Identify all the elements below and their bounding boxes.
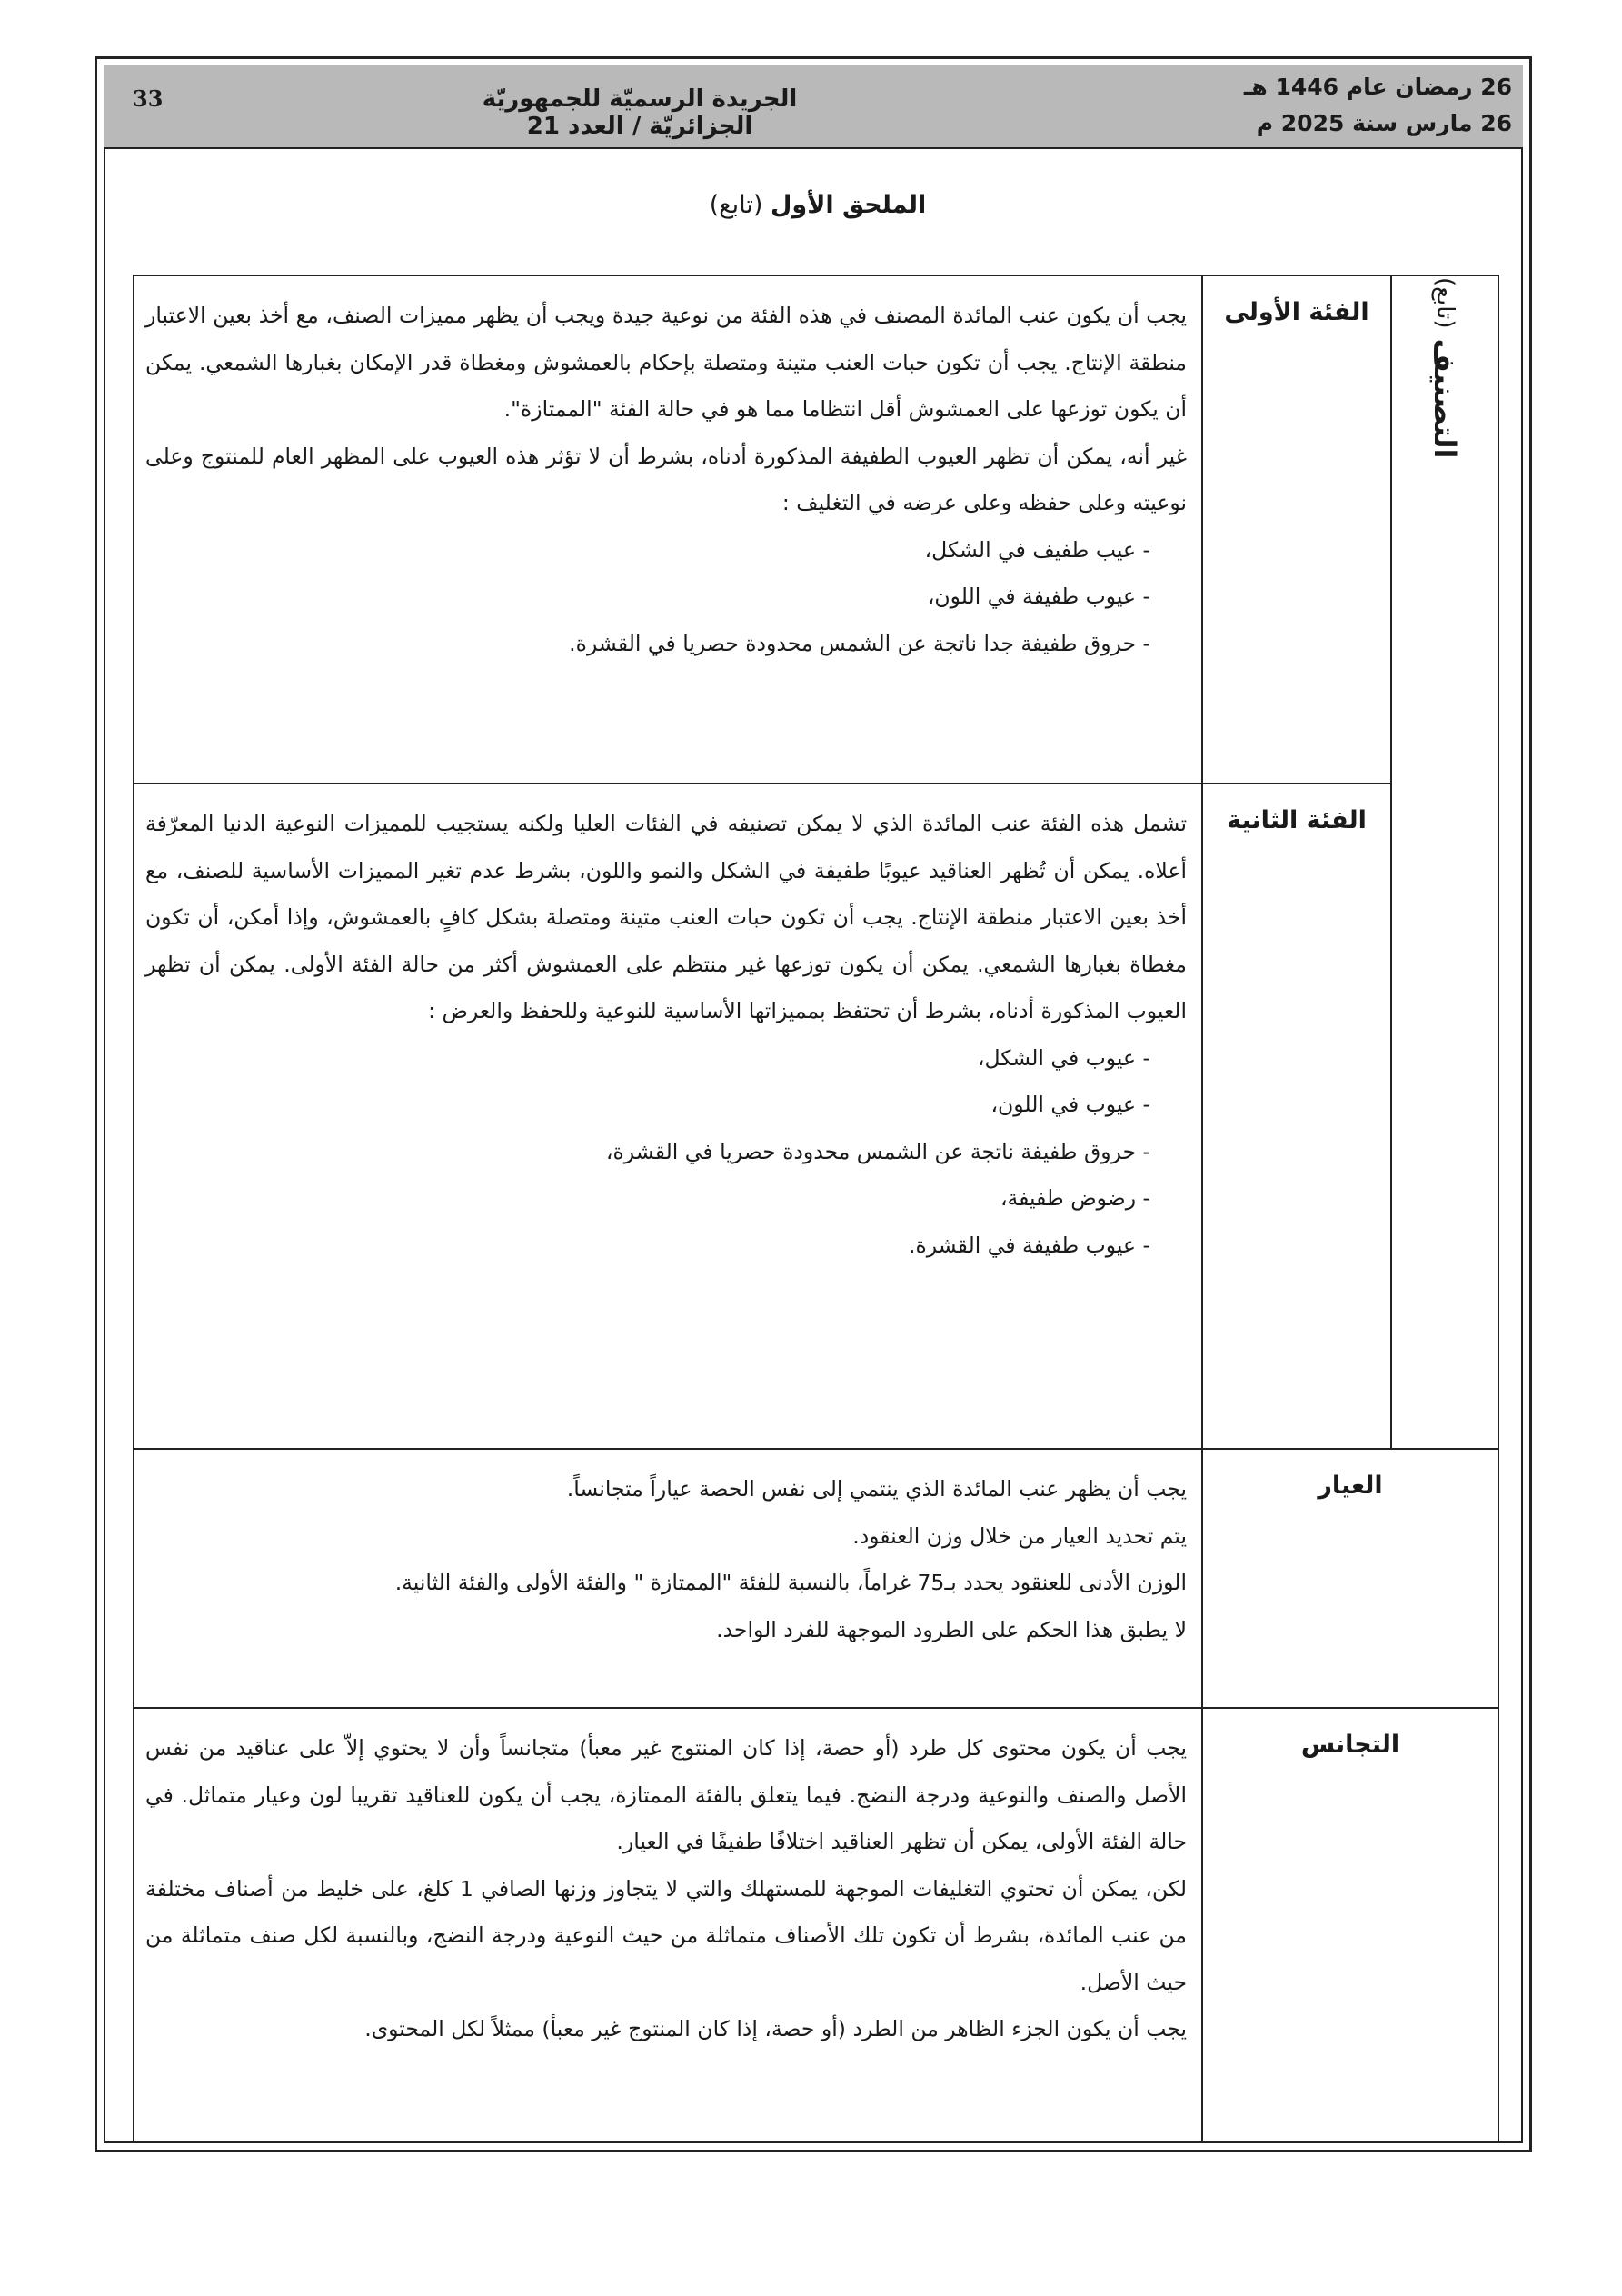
paragraph: يجب أن يكون الجزء الظاهر من الطرد (أو حصة، إذا كان المنتوج غير معبأ) ممثلاً لكل المحتوى. bbox=[364, 2016, 1187, 2041]
gazette-title: الجريدة الرسميّة للجمهوريّة الجزائريّة / العدد 21 bbox=[482, 85, 798, 140]
classification-label: التصنيف (تابع) bbox=[1428, 277, 1462, 459]
table-row bbox=[134, 784, 1498, 1449]
annex-title: الملحق الأول bbox=[771, 191, 927, 219]
paragraph: يجب أن يكون عنب المائدة المصنف في هذه الفئة من نوعية جيدة ويجب أن يظهر مميزات الصنف، مع أخذ بعين الاعتبار منطقة الإنتاج. يجب أن تكون حبات العنب متينة ومتصلة بإحكام بالعمشوش ومغطاة قدر الإمكان بغبارها الشمعي. يمكن أن يكون توزعها على العمشوش أقل انتظاما مما هو في حالة الفئة "الممتازة". bbox=[145, 303, 1187, 422]
list-item: - عيب طفيف في الشكل، bbox=[145, 527, 1150, 574]
category-second-label: الفئة الثانية bbox=[1202, 784, 1391, 1449]
category-first-text bbox=[134, 275, 1202, 784]
date-gregorian: 26 مارس سنة 2025 م bbox=[1256, 110, 1512, 136]
list-item: - عيوب في الشكل، bbox=[145, 1035, 1150, 1083]
page-number: 33 bbox=[133, 85, 164, 112]
paragraph: يتم تحديد العيار من خلال وزن العنقود. bbox=[852, 1522, 1187, 1549]
specification-table bbox=[133, 275, 1499, 2143]
category-first-label: الفئة الأولى bbox=[1202, 275, 1391, 784]
paragraph: الوزن الأدنى للعنقود يحدد بـ75 غراماً، بالنسبة للفئة "الممتازة " والفئة الأولى والفئة الثانية. bbox=[394, 1570, 1187, 1595]
table-row bbox=[134, 275, 1498, 784]
paragraph: غير أنه، يمكن أن تظهر العيوب الطفيفة المذكورة أدناه، بشرط أن لا تؤثر هذه العيوب على المظهر العام للمنتوج وعلى نوعيته وعلى حفظه وعلى عرضه في التغليف : bbox=[145, 443, 1187, 515]
caliber-label: العيار bbox=[1202, 1449, 1498, 1708]
paragraph: لا يطبق هذا الحكم على الطرود الموجهة للفرد الواحد. bbox=[716, 1616, 1187, 1642]
list-item: - عيوب طفيفة في القشرة. bbox=[145, 1223, 1150, 1270]
paragraph: تشمل هذه الفئة عنب المائدة الذي لا يمكن تصنيفه في الفئات العليا ولكنه يستجيب للمميزات النوعية الدنيا المعرّفة أعلاه. يمكن أن تُظهر العناقيد عيوبًا طفيفة في الشكل والنمو واللون، بشرط عدم تغير المميزات الأساسية للصنف، مع أخذ بعين الاعتبار منطقة الإنتاج. يجب أن تكون حبات العنب متينة ومتصلة بشكل كافٍ بالعمشوش، وإذا أمكن، أن تكون مغطاة بغبارها الشمعي. يمكن أن يكون توزعها غير منتظم على العمشوش أكثر من حالة الفئة الأولى. يمكن أن تظهر العيوب المذكورة أدناه، بشرط أن تحتفظ بمميزاتها الأساسية للنوعية وللحفظ والعرض : bbox=[145, 811, 1187, 1023]
defects-list bbox=[145, 527, 1187, 668]
date-hijri: 26 رمضان عام 1446 هـ bbox=[1243, 74, 1512, 100]
annex-heading bbox=[636, 191, 1000, 219]
list-item: - عيوب طفيفة في اللون، bbox=[145, 574, 1150, 621]
table-row bbox=[134, 1708, 1498, 2142]
issue-date bbox=[1244, 69, 1512, 142]
classification-cell bbox=[1391, 275, 1498, 1449]
list-item: - رضوض طفيفة، bbox=[145, 1175, 1150, 1223]
gazette-header bbox=[104, 65, 1523, 149]
defects-list bbox=[145, 1035, 1187, 1270]
caliber-text bbox=[134, 1449, 1202, 1708]
list-item: - حروق طفيفة ناتجة عن الشمس محدودة حصريا في القشرة، bbox=[145, 1129, 1150, 1176]
homogeneity-text bbox=[134, 1708, 1202, 2142]
list-item: - حروق طفيفة جدا ناتجة عن الشمس محدودة حصريا في القشرة. bbox=[145, 621, 1150, 668]
paragraph: يجب أن يظهر عنب المائدة الذي ينتمي إلى نفس الحصة عياراً متجانساً. bbox=[566, 1476, 1187, 1502]
homogeneity-label: التجانس bbox=[1202, 1708, 1498, 2142]
paragraph: لكن، يمكن أن تحتوي التغليفات الموجهة للمستهلك والتي لا يتجاوز وزنها الصافي 1 كلغ، على خليط من أصناف مختلفة من عنب المائدة، بشرط أن تكون تلك الأصناف متماثلة من حيث النوعية ودرجة النضج، وبالنسبة لكل صنف متماثلة من حيث الأصل. bbox=[145, 1875, 1187, 1995]
annex-note: (تابع) bbox=[709, 191, 763, 219]
category-second-text bbox=[134, 784, 1202, 1449]
classification-note: (تابع) bbox=[1431, 277, 1458, 329]
paragraph: يجب أن يكون محتوى كل طرد (أو حصة، إذا كان المنتوج غير معبأ) متجانساً وأن لا يحتوي إلاّ على عناقيد من نفس الأصل والصنف والنوعية ودرجة النضج. فيما يتعلق بالفئة الممتازة، يجب أن يكون للعناقيد تقريبا لون وعيار متماثل. في حالة الفئة الأولى، يمكن أن تظهر العناقيد اختلافًا طفيفًا في العيار. bbox=[145, 1735, 1187, 1854]
list-item: - عيوب في اللون، bbox=[145, 1082, 1150, 1129]
table-row bbox=[134, 1449, 1498, 1708]
